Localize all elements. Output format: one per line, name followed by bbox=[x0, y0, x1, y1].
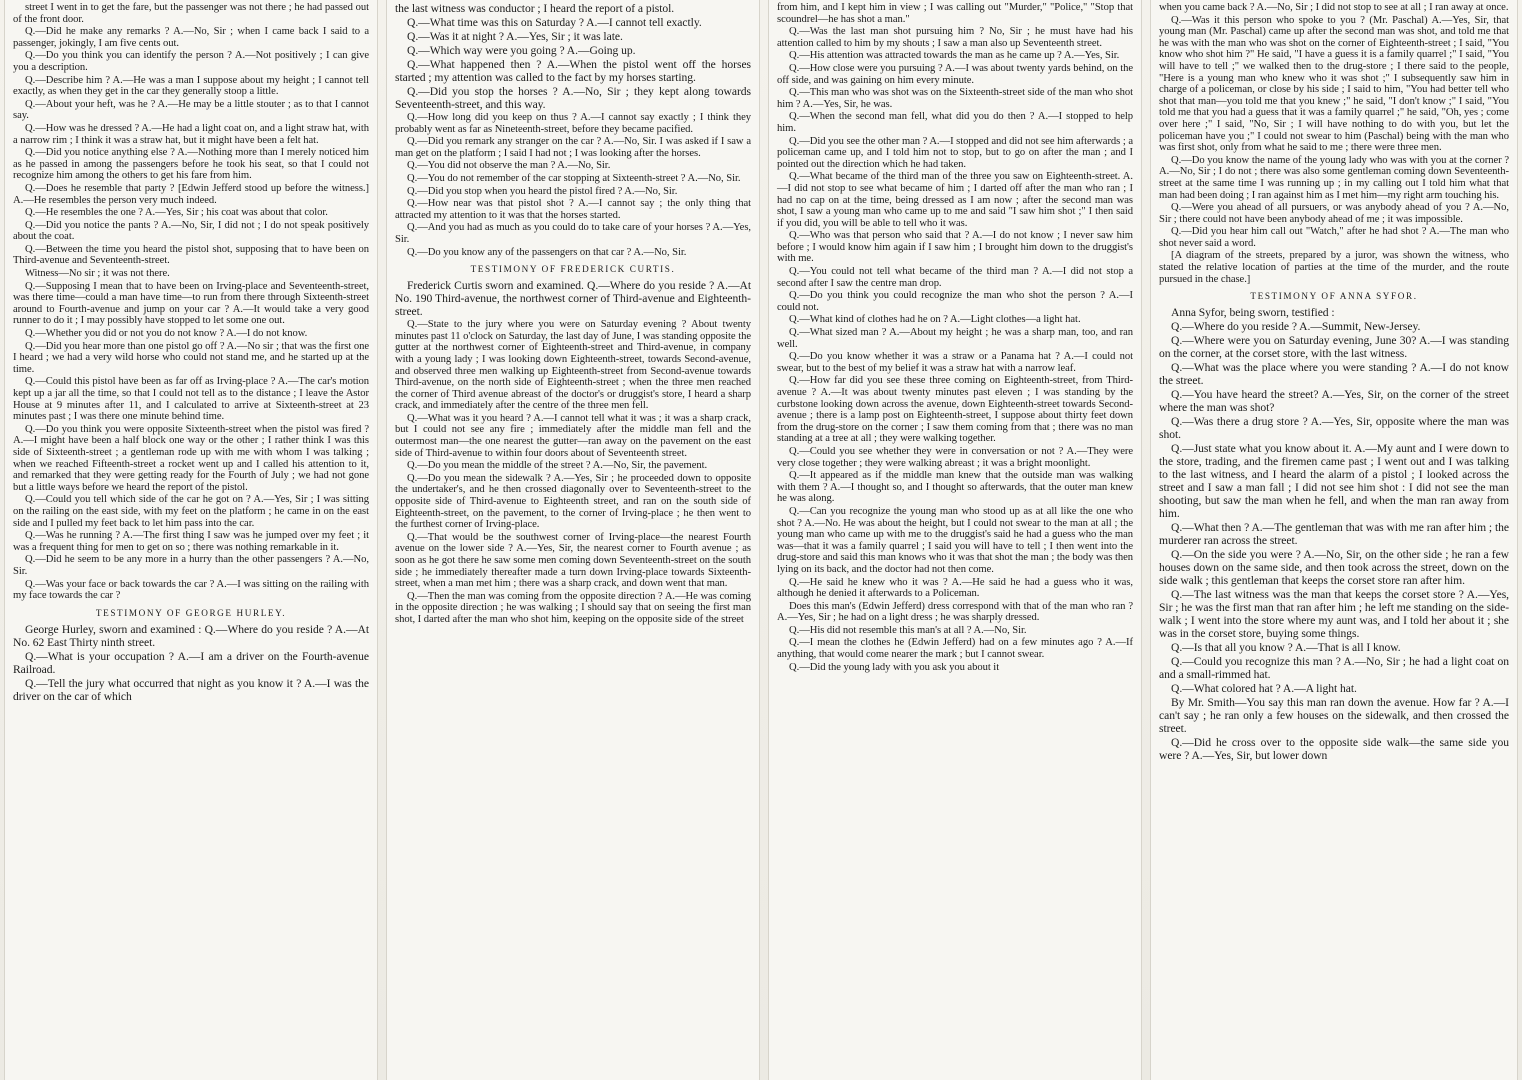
testimony-paragraph: Q.—It appeared as if the middle man knew that the outside man was walking with them ? A.—I thought so, and I thought so afterwards, that the outer man knew he was along. bbox=[777, 470, 1133, 505]
testimony-paragraph: Q.—Describe him ? A.—He was a man I suppose about my height ; I cannot tell exactly, as when they get in the car they generally stoop a little. bbox=[13, 74, 369, 98]
testimony-paragraph: Q.—Did he make any remarks ? A.—No, Sir ; when I came back I said to a passenger, jokingly, I am five cents out. bbox=[13, 26, 369, 49]
testimony-paragraph: Q.—How was he dressed ? A.—He had a light coat on, and a light straw hat, with a narrow rim ; I think it was a straw hat, but it might have been a felt hat. bbox=[13, 122, 369, 146]
testimony-paragraph: Q.—Is that all you know ? A.—That is all I know. bbox=[1171, 641, 1401, 655]
testimony-paragraph: Q.—Was the last man shot pursuing him ? No, Sir ; he must have had his attention called to him by my shouts ; I saw a man also up Seventeenth street. bbox=[777, 26, 1133, 49]
testimony-paragraph: Q.—You do not remember of the car stopping at Sixteenth-street ? A.—No, Sir. bbox=[407, 172, 741, 184]
column-2 bbox=[386, 0, 760, 1080]
testimony-paragraph: Q.—Was it this person who spoke to you ? (Mr. Paschal) A.—Yes, Sir, that young man (Mr. Paschal) came up after the second man was shot, and told me that he was with the man who was shot on the corner of Eighteenth-street ; I said, "You know who shot him ?" He said, "I have a guess it is a family quarrel ;" I said, "You will have to tell ;" we walked then to the drug-store ; I there said to the people, "Here is a young man who knew who it was shot ;" I subsequently saw him in charge of a policeman, or close by his side ; I said to him, "You had better tell who shot that man—you told me that you knew ;" he said, "I don't know ;" I said, "You told me that you had a guess that it was a family quarrel ;" he said, "Oh, yes ; come over here ;" I said, "No, Sir ; I will have nothing to do with you, but let the policeman have you ;" I could not swear to him (Paschal) being with the man who was first shot, only from what he said to me ; there were three men. bbox=[1159, 14, 1509, 154]
testimony-paragraph: Q.—When the second man fell, what did you do then ? A.—I stopped to help him. bbox=[777, 111, 1133, 134]
testimony-paragraph: Q.—You could not tell what became of the third man ? A.—I did not stop a second after I saw the centre man drop. bbox=[777, 266, 1133, 289]
testimony-paragraph: Q.—Were you ahead of all pursuers, or was anybody ahead of you ? A.—No, Sir ; there could not have been anybody ahead of me ; it was impossible. bbox=[1159, 202, 1509, 225]
testimony-paragraph: Q.—Supposing I mean that to have been on Irving-place and Seventeenth-street, was there time—could a man have time—to run from there through Sixteenth-street around to Fourth-avenue and jump on your car ? A.—It would take a very good runner to do it ; I may possibly have stopped to let some one out. bbox=[13, 280, 369, 327]
testimony-paragraph: Q.—You did not observe the man ? A.—No, Sir. bbox=[407, 160, 611, 172]
testimony-paragraph: Q.—Did you hear him call out "Watch," after he had shot ? A.—The man who shot never said a word. bbox=[1159, 226, 1509, 249]
testimony-paragraph: Q.—I mean the clothes he (Edwin Jefferd) had on a few minutes ago ? A.—If anything, that would come nearer the mark ; but I cannot swear. bbox=[777, 637, 1133, 661]
testimony-paragraph: Q.—Who was that person who said that ? A.—I do not know ; I never saw him before ; I would know him again if I saw him ; I brought him down to the druggist's with me. bbox=[777, 230, 1133, 265]
testimony-paragraph: Q.—Did he cross over to the opposite side walk—the same side you were ? A.—Yes, Sir, but lower down bbox=[1159, 736, 1509, 763]
testimony-paragraph: Frederick Curtis sworn and examined. Q.—Where do you reside ? A.—At No. 190 Third-avenue, the northwest corner of Third-avenue and Eighteenth-street. bbox=[395, 279, 751, 319]
testimony-paragraph: Q.—Do you mean the middle of the street ? A.—No, Sir, the pavement. bbox=[407, 460, 708, 472]
testimony-paragraph: Q.—Do you think you were opposite Sixteenth-street when the pistol was fired ? A.—I might have been a half block one way or the other ; I rather think I was this side of Sixteenth-street ; a gentleman rode up with me with whom I was talking ; when we reached Fifteenth-street a rocket went up and I called his attention to it, and remarked that they were getting ready for the Fourth of July ; we had not gone but a little ways before we heard the report of the pistol. bbox=[13, 423, 369, 493]
testimony-paragraph: Q.—How far did you see these three coming on Eighteenth-street, from Third-avenue ? A.—It was about twenty minutes past eleven ; I was standing by the curbstone looking down across the avenue, down Eighteenth-street towards Second-avenue ; there is a lamp post on Eighteenth-street, I suppose about thirty feet down from the drug-store on the corner ; I saw them coming from that ; there was no man standing at a tree at all ; they were walking together. bbox=[777, 375, 1133, 445]
testimony-paragraph: Q.—What sized man ? A.—About my height ; he was a sharp man, too, and ran well. bbox=[777, 327, 1133, 350]
testimony-paragraph: Q.—Do you think you could recognize the man who shot the person ? A.—I could not. bbox=[777, 290, 1133, 313]
testimony-paragraph: Q.—He said he knew who it was ? A.—He said he had a guess who it was, although he denied it afterwards to a Policeman. bbox=[777, 576, 1133, 600]
testimony-paragraph: Q.—Was your face or back towards the car ? A.—I was sitting on the railing with my face towards the car ? bbox=[13, 578, 369, 602]
testimony-paragraph: Q.—Whether you did or not you do not know ? A.—I do not know. bbox=[25, 328, 308, 340]
testimony-paragraph: from him, and I kept him in view ; I was calling out "Murder," "Police," "Stop that scoundrel—he has shot a man." bbox=[777, 2, 1133, 25]
testimony-paragraph: Q.—Could you see whether they were in conversation or not ? A.—They were very close together ; they were walking abreast ; it was a bright moonlight. bbox=[777, 445, 1133, 469]
testimony-paragraph: Q.—The last witness was the man that keeps the corset store ? A.—Yes, Sir ; he was the first man that ran after him ; he left me standing on the side-walk ; I went into the store where my aunt was, and I told her about it ; she was in the corset store, buying some things. bbox=[1159, 588, 1509, 641]
column-4 bbox=[1150, 0, 1518, 1080]
testimony-paragraph: Q.—What is your occupation ? A.—I am a driver on the Fourth-avenue Railroad. bbox=[13, 649, 369, 676]
testimony-paragraph: Q.—On the side you were ? A.—No, Sir, on the other side ; he ran a few houses down on the same side, and then took across the street, down on the side walk ; this gentleman that keeps the corset store ran after him. bbox=[1159, 548, 1509, 588]
testimony-paragraph: Q.—Did you stop when you heard the pistol fired ? A.—No, Sir. bbox=[407, 185, 678, 197]
testimony-paragraph: Q.—His did not resemble this man's at all ? A.—No, Sir. bbox=[789, 624, 1027, 636]
testimony-paragraph: Q.—How long did you keep on thus ? A.—I cannot say exactly ; I think they probably went as far as Nineteenth-street, before they became pacified. bbox=[395, 112, 751, 135]
testimony-paragraph: Q.—What became of the third man of the three you saw on Eighteenth-street. A.—I did not stop to see what became of him ; I darted off after the man who ran ; I had no cap on at the time, being dressed as I am now ; after the second man was shot, I saw a young man who came up to me and said "I saw him shot ;" I then said if you did, you will be able to tell who it was. bbox=[777, 171, 1133, 229]
testimony-paragraph: Q.—What then ? A.—The gentleman that was with me ran after him ; the murderer ran across the street. bbox=[1159, 521, 1509, 548]
testimony-paragraph: Q.—Can you recognize the young man who stood up as at all like the one who shot ? A.—No. He was about the height, but I could not swear to the man at all ; the young man who came up with me to the druggist's said he had a guess who the man was—that it was a family quarrel ; I said you will have to tell ; I then went into the drug-store and said this man knows who it was that shot the man ; the body was then lying on its back, and the doctor had not then come. bbox=[777, 505, 1133, 575]
testimony-paragraph: Does this man's (Edwin Jefferd) dress correspond with that of the man who ran ? A.—Yes, Sir ; he had on a light dress ; he was sharply dressed. bbox=[777, 600, 1133, 624]
testimony-paragraph: street I went in to get the fare, but the passenger was not there ; he had passed out of the front door. bbox=[13, 2, 369, 25]
testimony-paragraph: Q.—Tell the jury what occurred that night as you know it ? A.—I was the driver on the car of which bbox=[13, 676, 369, 703]
testimony-paragraph: [A diagram of the streets, prepared by a juror, was shown the witness, who stated the relative location of parties at the time of the murder, and the route pursued in the chase.] bbox=[1159, 250, 1509, 285]
testimony-heading: TESTIMONY OF FREDERICK CURTIS. bbox=[470, 264, 676, 275]
testimony-heading: TESTIMONY OF ANNA SYFOR. bbox=[1250, 291, 1418, 302]
testimony-paragraph: Q.—What happened then ? A.—When the pistol went off the horses started ; my attention was called to the fact by my horses starting. bbox=[395, 58, 751, 84]
testimony-paragraph: Q.—Do you know any of the passengers on that car ? A.—No, Sir. bbox=[407, 246, 687, 258]
testimony-paragraph: By Mr. Smith—You say this man ran down the avenue. How far ? A.—I can't say ; he ran only a few houses on the sidewalk, and then crossed the street. bbox=[1159, 696, 1509, 736]
testimony-paragraph: Q.—What colored hat ? A.—A light hat. bbox=[1171, 682, 1357, 696]
testimony-paragraph: Q.—Could you tell which side of the car he got on ? A.—Yes, Sir ; I was sitting on the railing on the east side, with my feet on the platform ; he came in on the east side and I pulled my feet back to let him pass into the car. bbox=[13, 494, 369, 529]
testimony-paragraph: Q.—Does he resemble that party ? [Edwin Jefferd stood up before the witness.] A.—He resembles the person very much indeed. bbox=[13, 182, 369, 206]
testimony-paragraph: Q.—Did you stop the horses ? A.—No, Sir ; they kept along towards Seventeenth-street, and this way. bbox=[395, 85, 751, 111]
testimony-paragraph: the last witness was conductor ; I heard the report of a pistol. bbox=[395, 2, 675, 15]
testimony-paragraph: Q.—Did you notice anything else ? A.—Nothing more than I merely noticed him as he passed in among the passengers before he took his seat, so that I could not recognize him among the others to get his fare from him. bbox=[13, 147, 369, 182]
testimony-paragraph: Q.—Where do you reside ? A.—Summit, New-Jersey. bbox=[1171, 320, 1421, 334]
testimony-paragraph: Q.—State to the jury where you were on Saturday evening ? About twenty minutes past 11 o'clock on Saturday, the last day of June, I was standing opposite the gutter at the northwest corner of Eighteenth-street and Third-avenue, in company with a young lady ; I was looking down Eighteenth-street, towards Second-avenue, and observed three men walking up Eighteenth-street from Second-avenue towards Third-avenue, on the north side of Eighteenth-street ; when the three men reached the corner of Third avenue abreast of the doctor's or druggist's store, I heard a sharp crack, and immediately after the centre of the three men fell. bbox=[395, 319, 751, 412]
testimony-paragraph: Witness—No sir ; it was not there. bbox=[25, 268, 170, 280]
testimony-paragraph: Q.—Which way were you going ? A.—Going up. bbox=[407, 44, 636, 57]
testimony-paragraph: Q.—What was the place where you were standing ? A.—I do not know the street. bbox=[1159, 361, 1509, 388]
column-3 bbox=[768, 0, 1142, 1080]
testimony-paragraph: Q.—What time was this on Saturday ? A.—I cannot tell exactly. bbox=[407, 16, 702, 29]
testimony-paragraph: Q.—How near was that pistol shot ? A.—I cannot say ; the only thing that attracted my attention to it was that the horses started. bbox=[395, 198, 751, 221]
testimony-paragraph: Q.—Do you mean the sidewalk ? A.—Yes, Sir ; he proceeded down to opposite the undertaker's, and he then crossed diagonally over to Seventeenth-street to the opposite side of Third-avenue to Eighteenth street, and ran on the south side of Eighteenth-street, on the pavement, to the corner of Irving-place ; he then went to the furthest corner of Irving-place. bbox=[395, 472, 751, 531]
testimony-paragraph: Q.—Did you notice the pants ? A.—No, Sir, I did not ; I do not speak positively about the coat. bbox=[13, 219, 369, 243]
testimony-paragraph: Q.—Was he running ? A.—The first thing I saw was he jumped over my feet ; it was a frequent thing for men to get on so ; there was nothing remarkable in it. bbox=[13, 530, 369, 553]
testimony-paragraph: Q.—Did you hear more than one pistol go off ? A.—No sir ; that was the first one I heard ; we had a very wild horse who could not stand me, and he started up at the time. bbox=[13, 340, 369, 375]
testimony-paragraph: Q.—Do you know the name of the young lady who was with you at the corner ? A.—No, Sir ; I do not ; there was also some gentleman coming down Seventeenth-street at the same time I was running up ; in my calling out I told him what that man had been doing ; I ran against him as I met him—my right arm touching his. bbox=[1159, 154, 1509, 201]
column-1 bbox=[4, 0, 378, 1080]
testimony-paragraph: Q.—And you had as much as you could do to take care of your horses ? A.—Yes, Sir. bbox=[395, 222, 751, 245]
testimony-paragraph: when you came back ? A.—No, Sir ; I did not stop to see at all ; I ran away at once. bbox=[1159, 2, 1509, 13]
testimony-paragraph: Q.—Just state what you know about it. A.—My aunt and I were down to the store, trading, and the firemen came past ; I went out and I was talking to the last witness, and I heard the alarm of a pistol ; I looked across the street and I saw a man fall ; I did not see him shot : I did not see the man shooting, but saw the man when he fell, and when the man ran away from him. bbox=[1159, 442, 1509, 521]
testimony-paragraph: Q.—Then the man was coming from the opposite direction ? A.—He was coming in the opposite direction ; he was walking ; I should say that on seeing the first man shot, I darted after the man who shot him, keeping on the opposite side of the street bbox=[395, 590, 751, 625]
testimony-paragraph: Q.—Did you remark any stranger on the car ? A.—No, Sir. I was asked if I saw a man get on the platform ; I said I had not ; I was looking after the horses. bbox=[395, 136, 751, 159]
testimony-paragraph: Q.—Could this pistol have been as far off as Irving-place ? A.—The car's motion kept up a jar all the time, so that I could not tell as to the distance ; I leave the Astor House at 9 minutes after 11, and I calculated to arrive at Sixteenth-street at 23 minutes past ; I was there one minute behind time. bbox=[13, 376, 369, 423]
testimony-paragraph: Q.—Was there a drug store ? A.—Yes, Sir, opposite where the man was shot. bbox=[1159, 415, 1509, 442]
testimony-paragraph: Q.—You have heard the street? A.—Yes, Sir, on the corner of the street where the man was shot? bbox=[1159, 388, 1509, 415]
testimony-paragraph: George Hurley, sworn and examined : Q.—Where do you reside ? A.—At No. 62 East Thirty ninth street. bbox=[13, 622, 369, 649]
testimony-paragraph: Q.—He resembles the one ? A.—Yes, Sir ; his coat was about that color. bbox=[25, 207, 328, 219]
testimony-paragraph: Q.—Could you recognize this man ? A.—No, Sir ; he had a light coat on and a small-rimmed hat. bbox=[1159, 655, 1509, 682]
testimony-paragraph: Q.—How close were you pursuing ? A.—I was about twenty yards behind, on the off side, and was gaining on him every minute. bbox=[777, 62, 1133, 86]
testimony-heading: TESTIMONY OF GEORGE HURLEY. bbox=[95, 607, 287, 618]
testimony-paragraph: Q.—This man who was shot was on the Sixteenth-street side of the man who shot him ? A.—Yes, Sir, he was. bbox=[777, 87, 1133, 110]
testimony-paragraph: Q.—What kind of clothes had he on ? A.—Light clothes—a light hat. bbox=[789, 314, 1081, 326]
testimony-paragraph: Q.—That would be the southwest corner of Irving-place—the nearest Fourth avenue on the lower side ? A.—Yes, Sir, the nearest corner to Fourth avenue ; as soon as he got there he saw some men coming down Seventeenth-street on the south side ; he immediately thereafter made a turn down Irving-place towards Sixteenth-street, when a man met him ; there was a sharp crack, and down went that man. bbox=[395, 531, 751, 590]
testimony-paragraph: Q.—His attention was attracted towards the man as he came up ? A.—Yes, Sir. bbox=[789, 50, 1120, 62]
testimony-paragraph: Q.—Do you think you can identify the person ? A.—Not positively ; I can give you a description. bbox=[13, 50, 369, 73]
testimony-paragraph: Q.—Between the time you heard the pistol shot, supposing that to have been on Third-avenue and Seventeenth-street. bbox=[13, 243, 369, 267]
testimony-paragraph: Q.—Did you see the other man ? A.—I stopped and did not see him afterwards ; a policeman came up, and I told him not to stop, but to go on after the man ; and I pointed out the direction which he had taken. bbox=[777, 135, 1133, 170]
testimony-paragraph: Q.—About your heft, was he ? A.—He may be a little stouter ; as to that I cannot say. bbox=[13, 98, 369, 122]
testimony-paragraph: Anna Syfor, being sworn, testified : bbox=[1171, 306, 1335, 320]
testimony-paragraph: Q.—Did the young lady with you ask you about it bbox=[789, 661, 1000, 673]
testimony-paragraph: Q.—Do you know whether it was a straw or a Panama hat ? A.—I could not swear, but to the best of my belief it was a straw hat with a narrow leaf. bbox=[777, 351, 1133, 374]
testimony-paragraph: Q.—Did he seem to be any more in a hurry than the other passengers ? A.—No, Sir. bbox=[13, 554, 369, 577]
testimony-paragraph: Q.—Where were you on Saturday evening, June 30? A.—I was standing on the corner, at the corset store, with the last witness. bbox=[1159, 334, 1509, 361]
testimony-paragraph: Q.—Was it at night ? A.—Yes, Sir ; it was late. bbox=[407, 30, 623, 43]
testimony-paragraph: Q.—What was it you heard ? A.—I cannot tell what it was ; it was a sharp crack, but I could not see any fire ; immediately after the middle man fell and the outermost man—the one nearest the gutter—ran away on the pavement on the east side of Third-avenue to within four doors about of Seventeenth street. bbox=[395, 412, 751, 459]
